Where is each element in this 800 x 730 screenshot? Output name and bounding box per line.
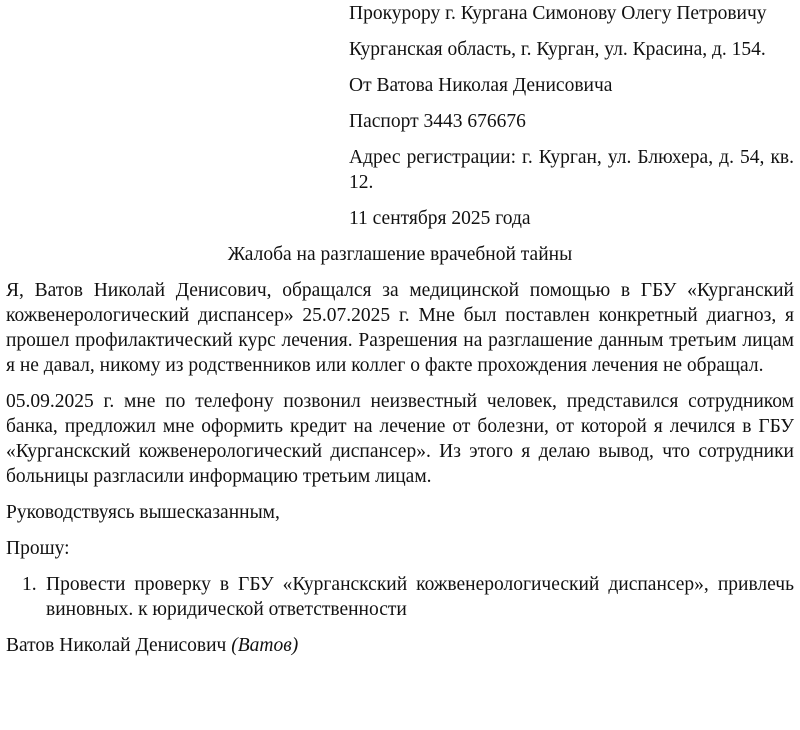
document-title: Жалоба на разглашение врачебной тайны (227, 244, 573, 265)
sender-registration-address: Адрес регистрации: г. Курган, ул. Блюхера, д. 54, кв. 12. (349, 147, 794, 193)
guided-by-line: Руководствуясь вышесказанным, (6, 502, 280, 523)
request-item (6, 572, 794, 622)
document-header (349, 0, 794, 231)
body-paragraph-2: 05.09.2025 г. мне по телефону позвонил неизвестный человек, представился сотрудником банка, предложил мне оформить кредит на лечение от болезни, от которой я лечился в ГБУ «Курганскский кожвенерологический диспансер». Из этого я делаю вывод, что сотрудники больницы разгласили информацию третьим лицам. (6, 391, 794, 487)
request-text: Провести проверку в ГБУ «Курганскский кожвенерологический диспансер», привлечь виновных. к юридической ответственности (46, 574, 794, 620)
signatory-name: Ватов Николай Денисович (6, 635, 227, 656)
request-number: 1. (22, 574, 37, 595)
addressee: Прокурору г. Кургана Симонову Олегу Петровичу (349, 3, 767, 24)
request-list (6, 572, 794, 622)
complaint-document (6, 0, 794, 658)
document-date: 11 сентября 2025 года (349, 208, 531, 229)
signature-block (6, 633, 794, 658)
body-paragraph-1: Я, Ватов Николай Денисович, обращался за медицинской помощью в ГБУ «Курганский кожвенерологический диспансер» 25.07.2025 г. Мне был поставлен конкретный диагноз, я прошел профилактический курс лечения. Разрешения на разглашение данным третьим лицам я не давал, никому из родственников или коллег о факте прохождения лечения не обращал. (6, 280, 794, 376)
sender-passport: Паспорт 3443 676676 (349, 111, 526, 132)
handwritten-signature: (Ватов) (231, 635, 299, 656)
request-intro: Прошу: (6, 538, 70, 559)
sender-name: От Ватова Николая Денисовича (349, 75, 613, 96)
addressee-address: Курганская область, г. Курган, ул. Красина, д. 154. (349, 39, 766, 60)
